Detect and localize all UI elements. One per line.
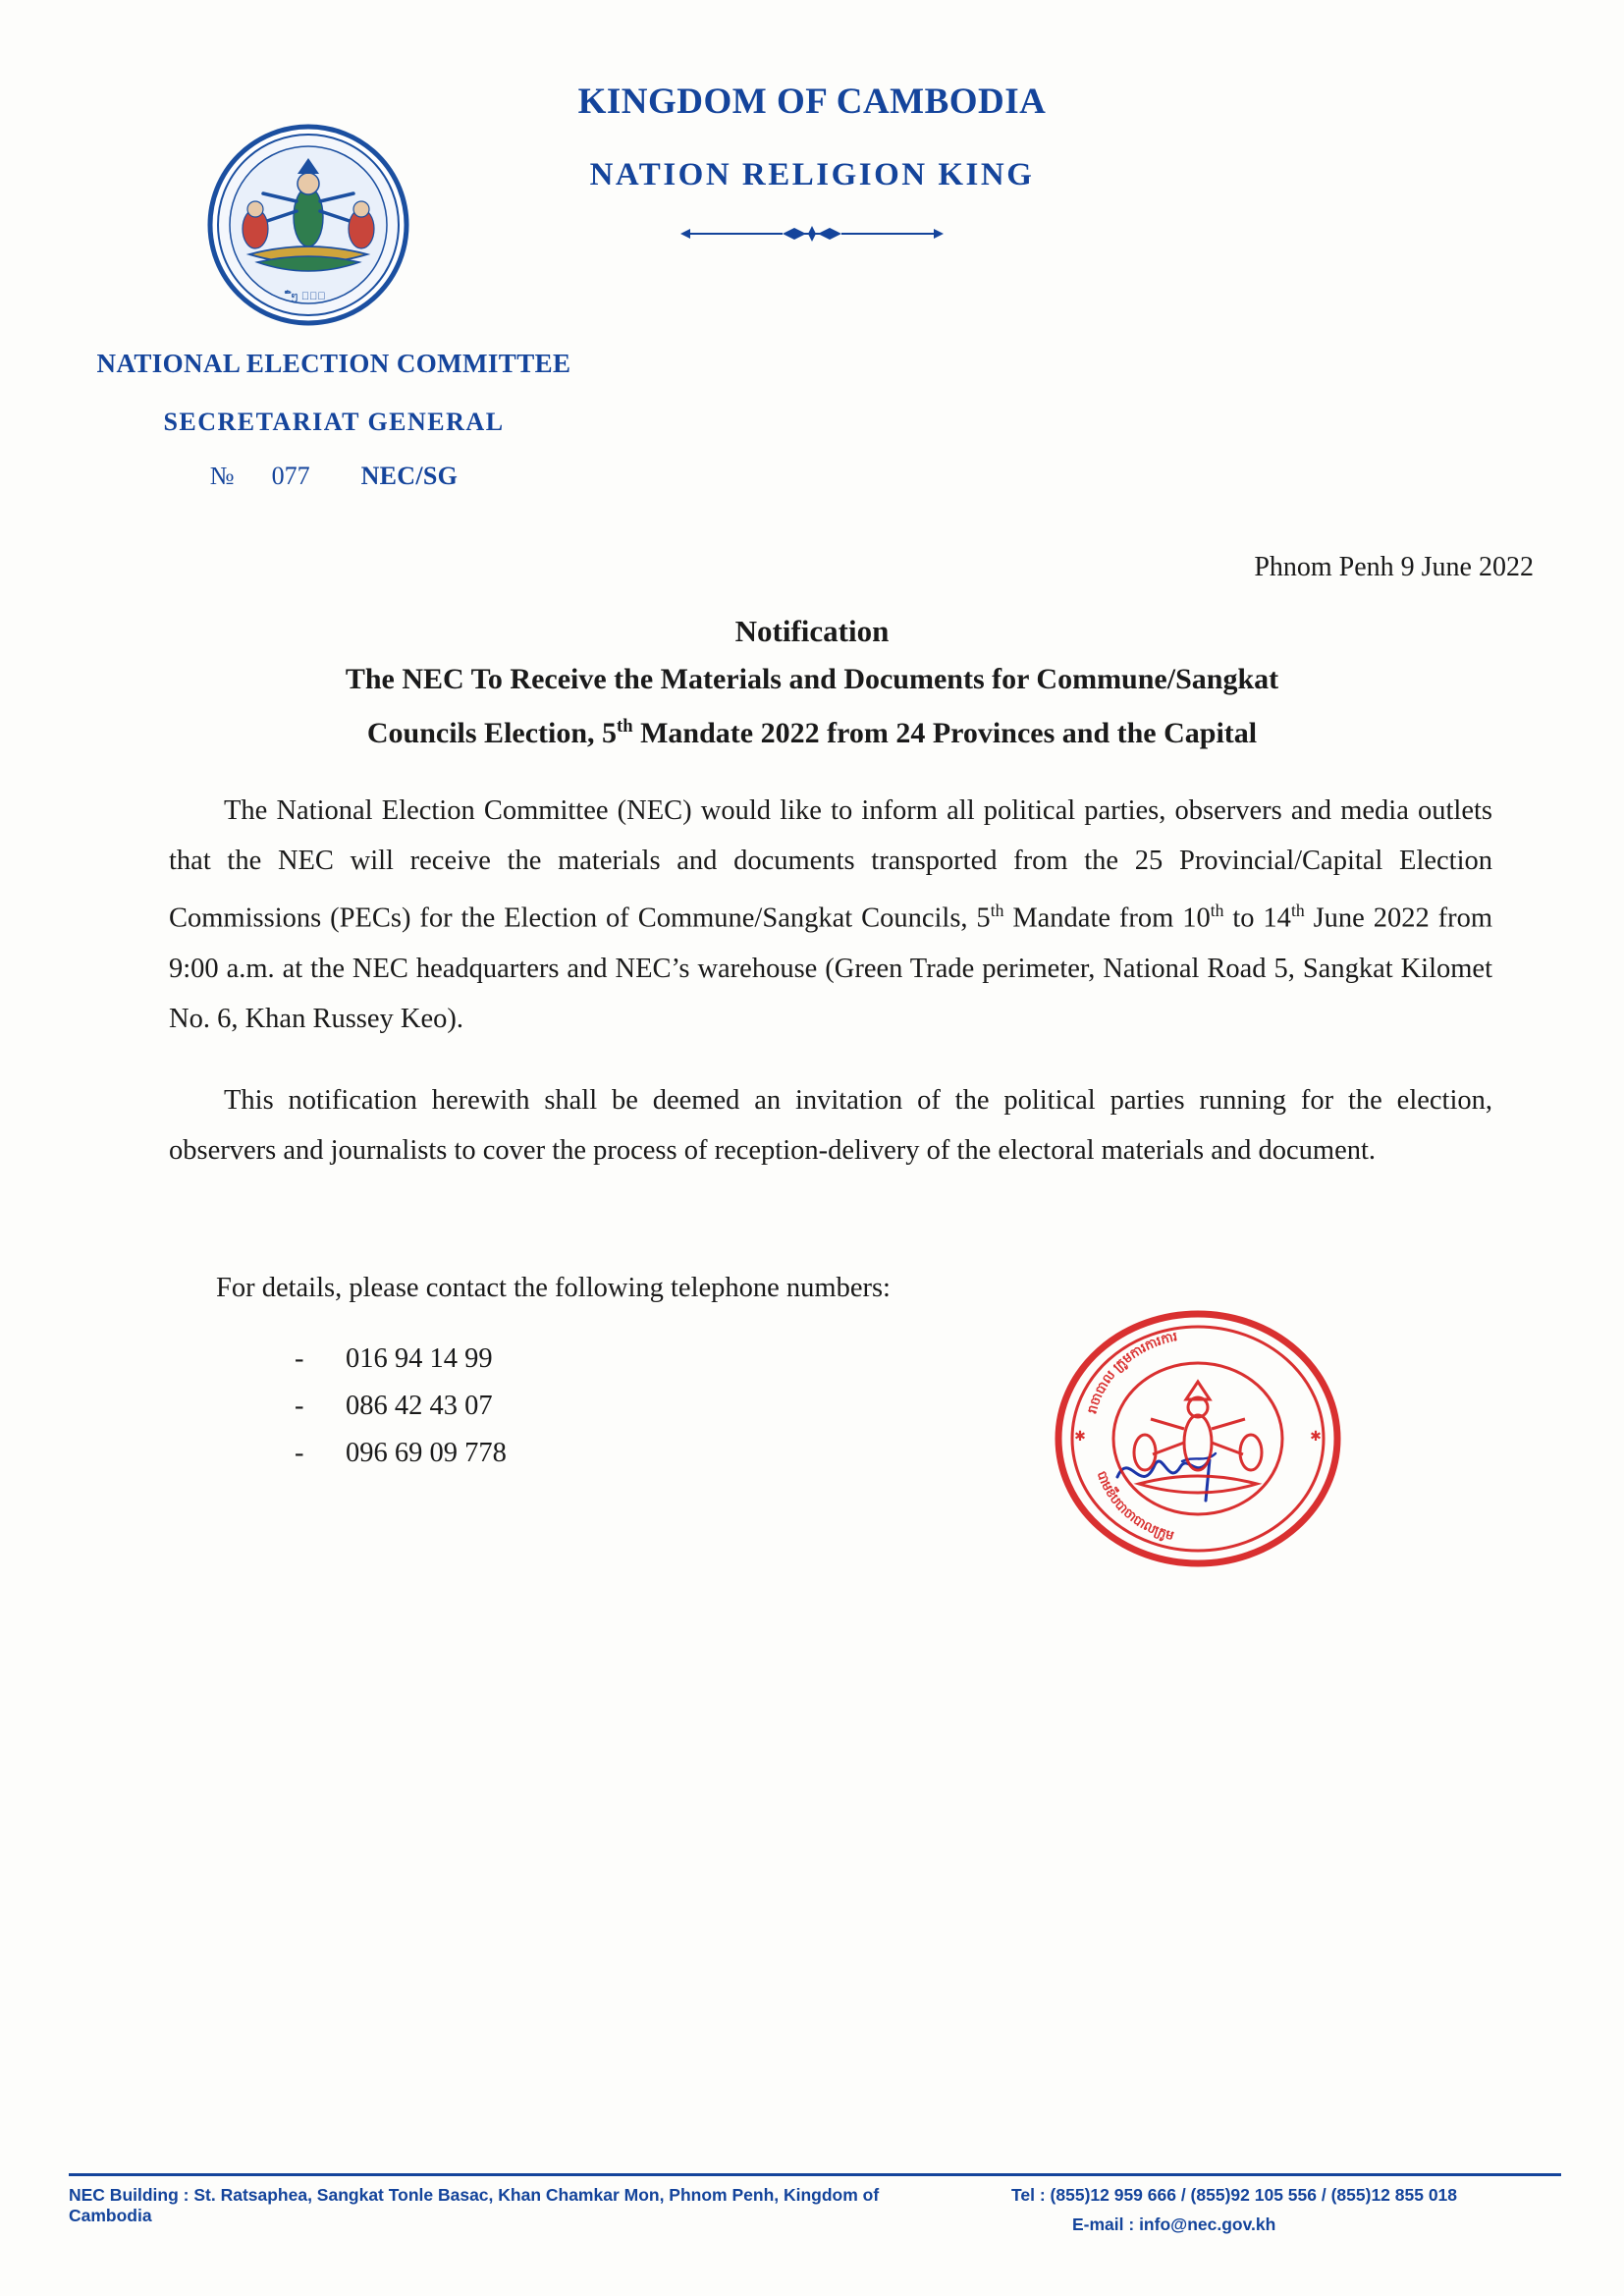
subject-line-2a: Councils Election, 5 xyxy=(366,717,618,749)
para1-ordinal-2: th xyxy=(1210,901,1224,920)
document-subject-title xyxy=(196,656,1428,757)
footer-telephone: Tel : (855)12 959 666 / (855)92 105 556 / (855)12 855 018 xyxy=(1011,2185,1458,2205)
document-reference-number xyxy=(39,462,628,491)
document-body xyxy=(169,786,1492,1207)
number-symbol: № xyxy=(209,462,235,490)
phone-number-list xyxy=(295,1336,507,1477)
official-red-seal-stamp xyxy=(1041,1301,1355,1576)
place-and-date: Phnom Penh 9 June 2022 xyxy=(1254,552,1534,582)
phone-number: 086 42 43 07 xyxy=(346,1391,493,1421)
svg-text:រាចាបាល ក្រូមការការការ: រាចាបាល ក្រូមការការការ xyxy=(1084,1328,1179,1415)
paragraph-1 xyxy=(169,786,1492,1044)
list-bullet-dash: - xyxy=(295,1343,304,1374)
svg-text:ໆ່້໊໋ ໌ໍ໎: ໆ່້໊໋ ໌ໍ໎ xyxy=(291,291,326,302)
motto-title: NATION RELIGION KING xyxy=(589,157,1035,192)
ornamental-divider xyxy=(0,224,1624,247)
paragraph-2: This notification herewith shall be deemed an invitation of the political parties running for the election, observers and journalists to cover the process of reception-delivery of the electoral materials and document. xyxy=(169,1084,1492,1166)
list-item xyxy=(295,1336,507,1383)
para1-segment-d: June 2022 from 9:00 a.m. at the NEC headquarters and NEC’s warehouse (Green Trade perimeter, National Road 5, Sangkat Kilomet No. 6, Khan Russey Keo). xyxy=(169,902,1493,1034)
svg-text:✱: ✱ xyxy=(1310,1430,1322,1445)
list-item xyxy=(295,1383,507,1430)
footer-email: E-mail : info@nec.gov.kh xyxy=(1072,2214,1276,2234)
para1-ordinal-1: th xyxy=(990,901,1004,920)
para1-segment-a: The National Election Committee (NEC) would like to inform all political parties, observers and media outlets that the NEC will receive the materials and documents transported from the 25 Provincial/Capital Election Commissions (PECs) for the Election of Commune/Sangkat Councils, 5 xyxy=(169,795,1492,934)
document-footer xyxy=(69,2185,1561,2235)
subject-line-1: The NEC To Receive the Materials and Documents for Commune/Sangkat xyxy=(345,663,1279,695)
organization-name: NATIONAL ELECTION COMMITTEE xyxy=(96,349,571,378)
para1-segment-b: Mandate from 10 xyxy=(1003,902,1211,934)
list-bullet-dash: - xyxy=(295,1438,304,1468)
document-type-title: Notification xyxy=(734,614,890,648)
svg-text:បាមខឹបបាចាបាលក្រូម: បាមខឹបបាចាបាលក្រូម xyxy=(1094,1468,1176,1544)
list-bullet-dash: - xyxy=(295,1391,304,1421)
department-name: SECRETARIAT GENERAL xyxy=(163,408,505,436)
contact-intro-text: For details, please contact the following telephone numbers: xyxy=(216,1273,891,1303)
document-number: 077 xyxy=(271,462,310,490)
phone-number: 016 94 14 99 xyxy=(346,1343,493,1374)
para1-segment-c: to 14 xyxy=(1223,902,1291,934)
para1-ordinal-3: th xyxy=(1290,901,1305,920)
subject-line-2b: Mandate 2022 from 24 Provinces and the Capital xyxy=(632,717,1258,749)
list-item xyxy=(295,1430,507,1477)
svg-text:✱: ✱ xyxy=(1074,1430,1086,1445)
phone-number: 096 69 09 778 xyxy=(346,1438,507,1468)
kingdom-title: KINGDOM OF CAMBODIA xyxy=(577,82,1047,122)
footer-address: NEC Building : St. Ratsaphea, Sangkat Tonle Basac, Khan Chamkar Mon, Phnom Penh, Kingdom of Cambodia xyxy=(69,2185,880,2225)
document-header xyxy=(0,0,1624,490)
subject-ordinal-suffix: th xyxy=(617,716,633,737)
document-code: NEC/SG xyxy=(360,462,459,490)
footer-divider xyxy=(69,2173,1561,2176)
